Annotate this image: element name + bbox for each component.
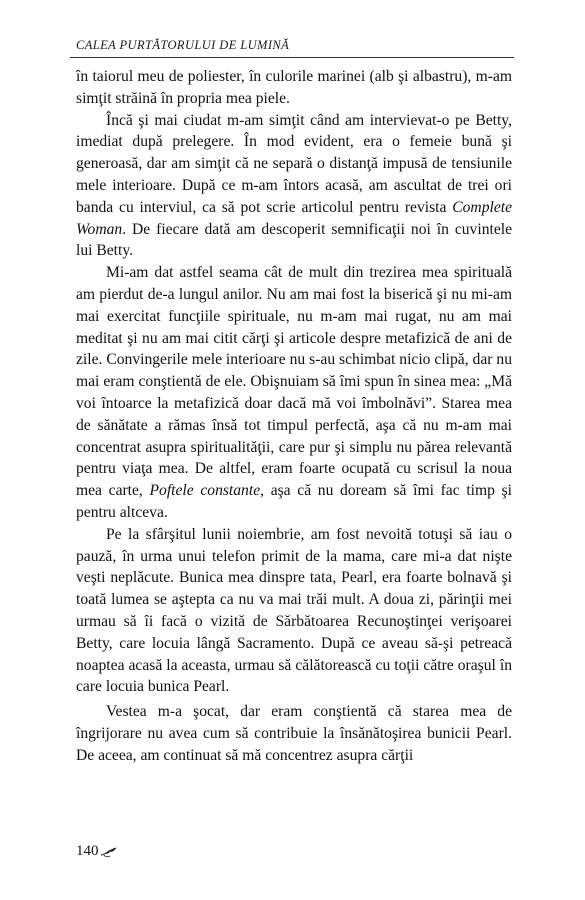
paragraph-4: Pe la sfârşitul lunii noiembrie, am fost nevoită totuşi să iau o pauză, în urma unui telefon primit de la mama, care mi-a dat nişte veşti neplăcute. Bunica mea dinspre tata, Pearl, era foarte bolnavă şi toată lumea se aştepta ca nu va mai trăi mult. A doua zi, părinţii mei urmau să îi facă o vizită de Sărbătoarea Recunoştinţei verişoarei Betty, care locuia lângă Sacramento. După ce aveau să-şi petreacă noaptea acasă la aceasta, urmau să călătorească cu toţii către oraşul în care locuia bunica Pearl. [76, 525, 512, 696]
paragraph-5: Vestea m-a şocat, dar eram conştientă că starea mea de îngrijorare nu avea cum să contribuie la însănătoşirea bunicii Pearl. De aceea, am continuat să mă concentrez asupra cărţii [76, 703, 512, 764]
leaf-ornament-icon [100, 846, 118, 858]
book-title: Poftele constante, [149, 482, 265, 500]
paragraph-1: în taiorul meu de poliester, în culorile marinei (alb şi albastru), m-am simţit străină în propria mea piele. [76, 68, 512, 107]
body-text [76, 66, 512, 767]
page-number: 140 [76, 843, 99, 859]
paragraph-2: Încă şi mai ciudat m-am simţit când am intervievat-o pe Betty, imediat după prelegere. În mod evident, era o femeie bună şi generoasă, dar am simţit că ne separă o distanţă impusă de tensiunile mele interioare. După ce m-am întors acasă, am ascultat de trei ori banda cu interviul, ca să pot scrie articolul pentru revista Complete Woman. De fiecare dată am descoperit semnificaţii noi în cuvintele lui Betty. [76, 111, 512, 260]
header-rule [70, 57, 514, 58]
paragraph-3: Mi-am dat astfel seama cât de mult din trezirea mea spirituală am pierdut de-a lungul anilor. Nu am mai fost la biserică şi nu mi-am mai exercitat funcţiile spirituale, nu m-am mai rugat, nu am mai meditat şi nu am mai citit cărţi şi articole despre metafizică de ani de zile. Convingerile mele interioare nu s-au schimbat nicio clipă, dar nu mai eram conştientă de ele. Obişnuiam să îmi spun în sinea mea: „Mă voi întoarce la metafizică doar dacă mă voi îmbolnăvi”. Starea mea de sănătate a rămas însă tot timpul perfectă, aşa că nu m-am mai concentrat asupra spiritualităţii, care pur şi simplu nu părea relevantă pentru viaţa mea. De altfel, eram foarte ocupată cu scrisul la noua mea carte, Poftele constante, aşa că nu doream să îmi fac timp şi pentru altceva. [76, 264, 512, 521]
running-header: CALEA PURTĂTORULUI DE LUMINĂ [76, 38, 290, 52]
magazine-title: Complete Woman [76, 198, 512, 238]
page-footer [76, 843, 118, 860]
